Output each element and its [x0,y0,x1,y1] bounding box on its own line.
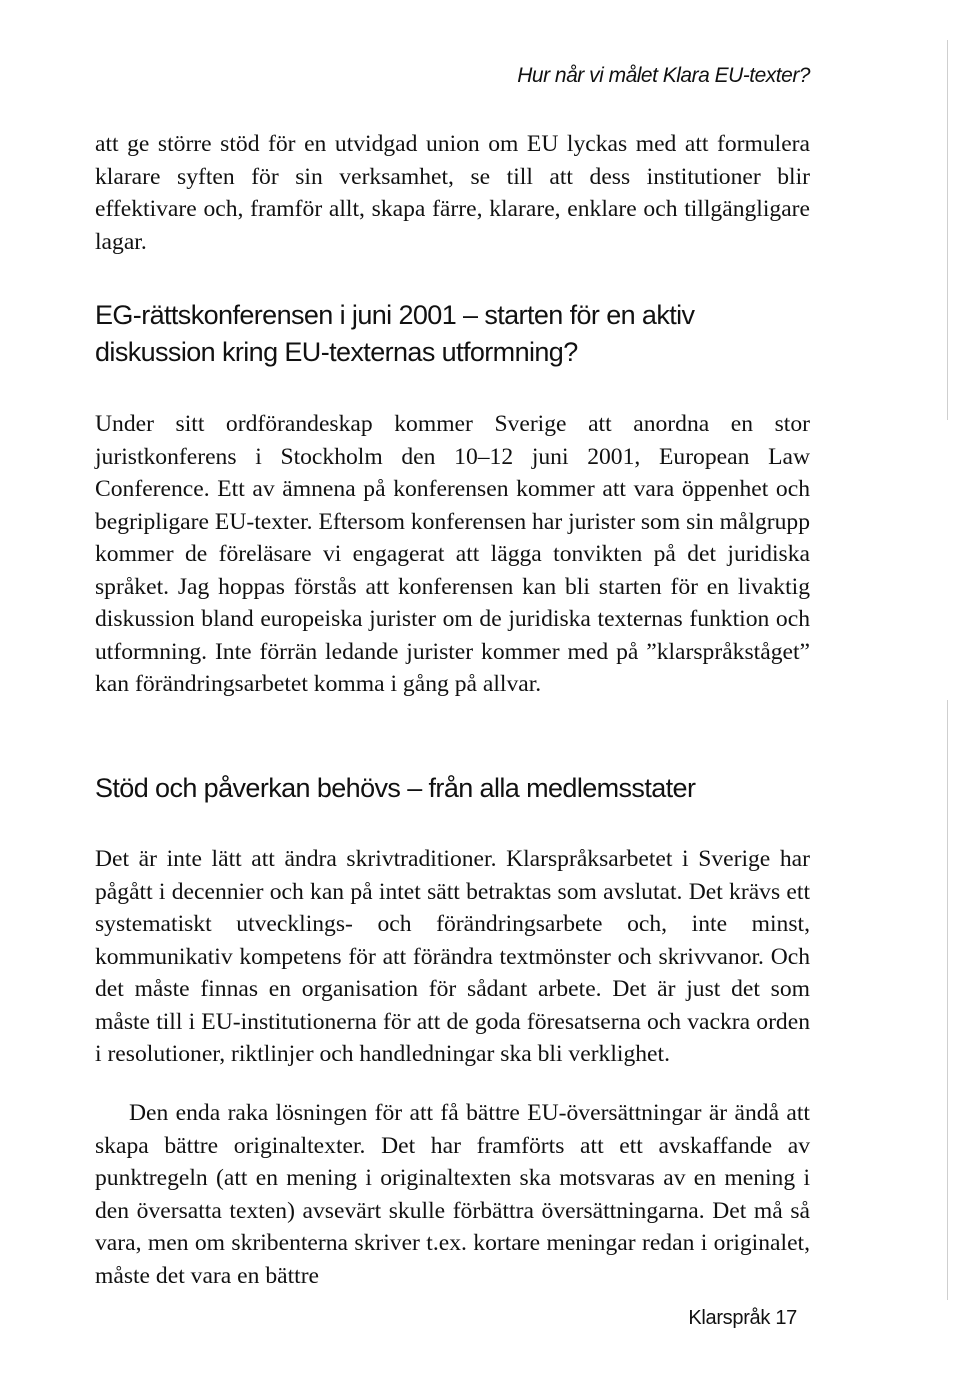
scan-edge-mark [947,40,948,420]
intro-paragraph: att ge större stöd för en utvidgad union om EU lyckas med att formulera klarare syften för sin verksamhet, se till att dess institutioner blir effektivare och, framför allt, skapa färre, klarare, enklare och tillgängligare lagar. [95,131,810,255]
running-head: Hur når vi målet Klara EU-texter? [517,64,810,87]
page-folio: Klarspråk 17 [688,1307,797,1329]
conference-paragraph: Under sitt ordförandeskap kommer Sverige att anordna en stor juristkonferens i Stockholm den 10–12 juni 2001, European Law Conference. Ett av ämnena på konferensen kommer att vara öppenhet och begripligare EU-texter. Eftersom konferensen har jurister som sin målgrupp kommer de föreläsare vi engagerat att lägga tonvikten på det juridiska språket. Jag hoppas förstås att konferensen kan bli starten för en livaktig diskussion bland europeiska jurister om de juridiska texternas funktion och utformning. Inte förrän ledande jurister kommer med på ”klarspråkståget” kan förändringsarbetet komma i gång på allvar. [95,411,810,697]
section-heading-support: Stöd och påverkan behövs – från alla medlemsstater [95,773,696,803]
scan-edge-mark [947,700,948,1300]
section-heading-conference: EG-rättskonferensen i juni 2001 – starten för en aktiv diskussion kring EU-texternas utformning? [95,300,695,367]
support-paragraph: Det är inte lätt att ändra skrivtraditioner. Klarspråksarbetet i Sverige har pågått i decennier och kan på intet sätt betraktas som avslutat. Det krävs ett systematiskt utvecklings- och förändringsarbete och, inte minst, kommunikativ kompetens för att förändra textmönster och skrivvanor. Och det måste finnas en organisation för sådant arbete. Det är just det som måste till i EU-institutionerna för att de goda föresatserna och vackra orden i resolutioner, riktlinjer och handledningar ska bli verklighet. [95,846,810,1067]
translation-paragraph: Den enda raka lösningen för att få bättre EU-översättningar är ändå att skapa bättre originaltexter. Det har framförts att ett avskaffande av punktregeln (att en mening i originaltexten ska motsvaras av en mening i den översatta texten) avsevärt skulle förbättra översättningarna. Det må så vara, men om skribenterna skriver t.ex. kortare meningar redan i originalet, måste det vara en bättre [95,1100,810,1289]
